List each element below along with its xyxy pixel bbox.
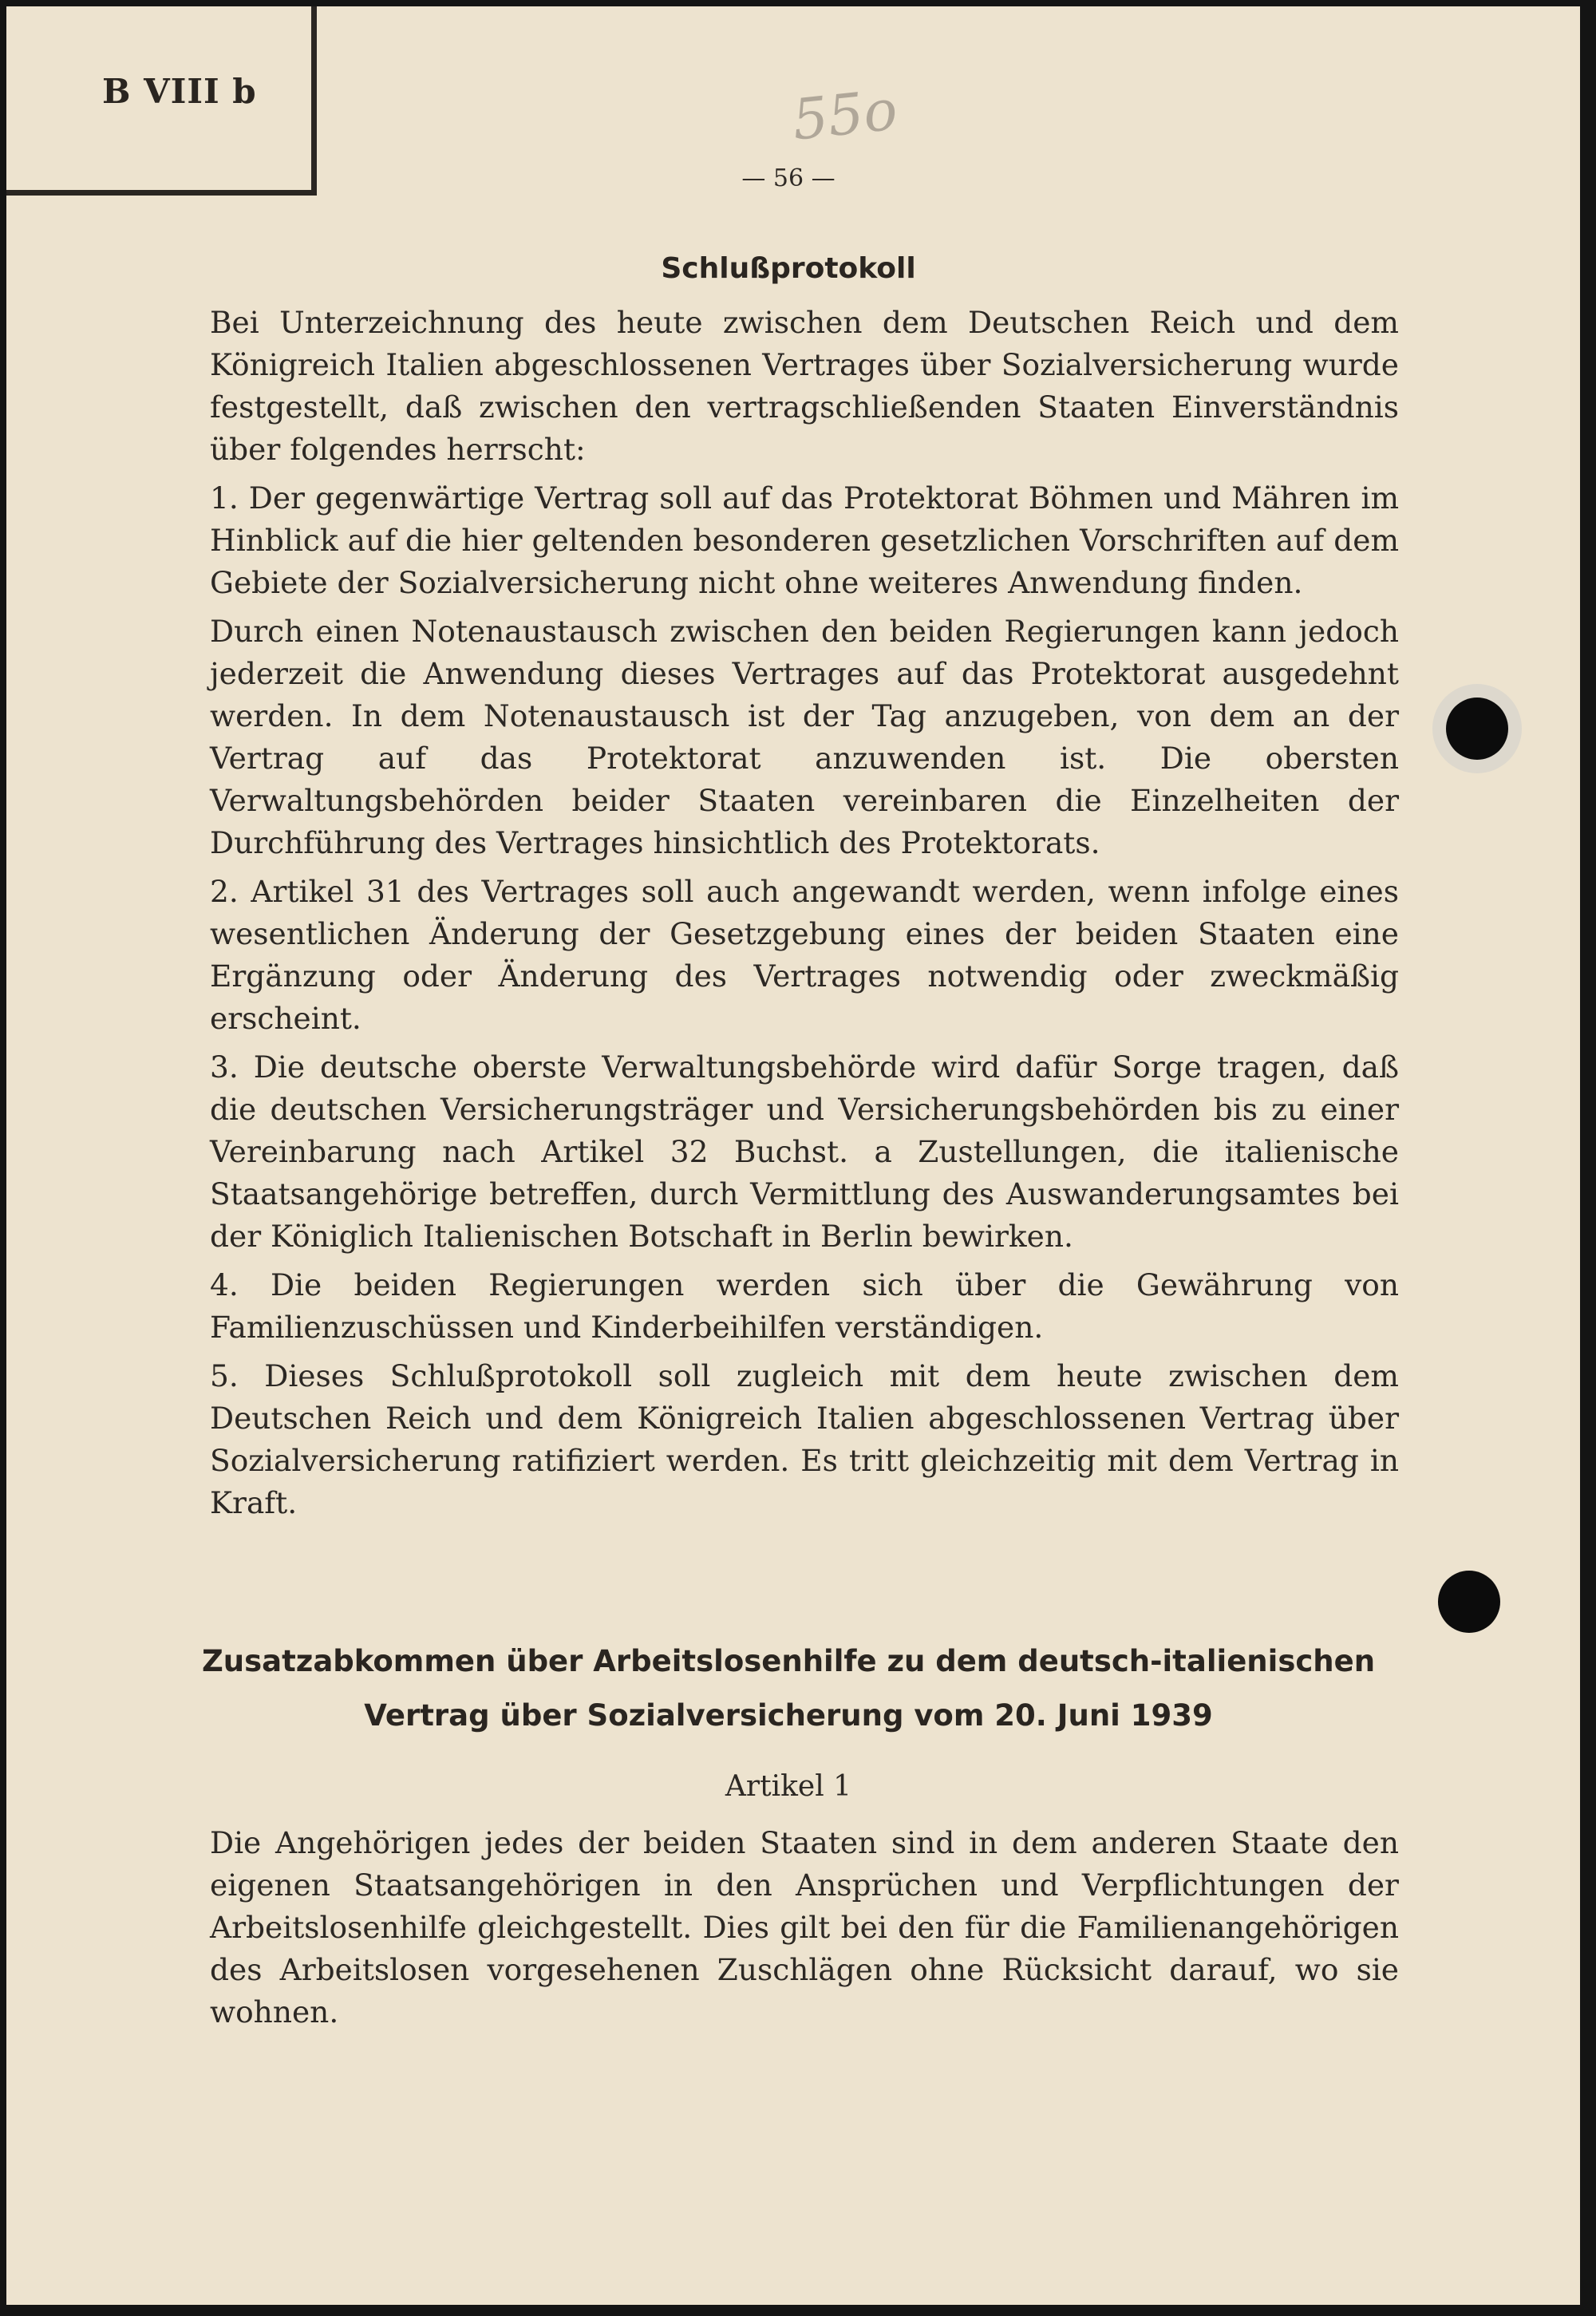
clause-3-paragraph: 3. Die deutsche oberste Verwaltungsbehörde wird dafür Sorge tragen, daß die deutschen Versicherungsträger und Versicherungsbehörden bis zu einer Vereinbarung nach Artikel 32 Buchst. a Zustellungen, die italienische Staatsangehörige betreffen, durch Vermittlung des Auswanderungsamtes bei der Königlich Italienischen Botschaft in Berlin bewirken. <box>210 1049 1399 1254</box>
clause-1-continuation-paragraph: Durch einen Notenaustausch zwischen den beiden Regierungen kann jedoch jederzeit die Anwendung dieses Vertrages auf das Protektorat ausgedehnt werden. In dem Notenaustausch ist der Tag anzugeben, von dem an der Vertrag auf das Protektorat anzuwenden ist. Die obersten Verwaltungsbehörden beider Staaten vereinbaren die Einzelheiten der Durchführung des Vertrages hinsichtlich des Protektorats. <box>210 614 1399 860</box>
article-1-body <box>210 1822 1399 2040</box>
article-1-heading: Artikel 1 <box>725 1770 852 1803</box>
page-number: — 56 — <box>741 164 836 192</box>
archive-stamp-label: B VIII b <box>102 72 257 111</box>
zusatzabkommen-title-line-2: Vertrag über Sozialversicherung vom 20. Juni 1939 <box>364 1698 1213 1733</box>
clause-4-paragraph: 4. Die beiden Regierungen werden sich über die Gewährung von Familienzuschüssen und Kinderbeihilfen verständigen. <box>210 1267 1399 1345</box>
clause-2-paragraph: 2. Artikel 31 des Vertrages soll auch angewandt werden, wenn infolge eines wesentlichen Änderung der Gesetzgebung eines der beiden Staaten eine Ergänzung oder Änderung des Vertrages notwendig oder zweckmäßig erscheint. <box>210 874 1399 1036</box>
intro-paragraph: Bei Unterzeichnung des heute zwischen dem Deutschen Reich und dem Königreich Italien abgeschlossenen Vertrages über Sozialversicherung wurde festgestellt, daß zwischen den vertragschließenden Staaten Einverständnis über folgendes herrscht: <box>210 305 1399 467</box>
punch-hole-lower <box>1438 1571 1500 1633</box>
punch-hole-upper <box>1446 698 1508 760</box>
article-1-paragraph: Die Angehörigen jedes der beiden Staaten sind in dem anderen Staate den eigenen Staatsangehörigen in den Ansprüchen und Verpflichtungen der Arbeitslosenhilfe gleichgestellt. Dies gilt bei den für die Familienangehörigen des Arbeitslosen vorgesehenen Zuschlägen ohne Rücksicht darauf, wo sie wohnen. <box>210 1825 1399 2029</box>
schlussprotokoll-heading: Schlußprotokoll <box>661 252 916 285</box>
handwritten-folio-mark: 55o <box>789 77 901 153</box>
clause-5-paragraph: 5. Dieses Schlußprotokoll soll zugleich mit dem heute zwischen dem Deutschen Reich und dem Königreich Italien abgeschlossenen Vertrag über Sozialversicherung ratifiziert werden. Es tritt gleichzeitig mit dem Vertrag in Kraft. <box>210 1358 1399 1520</box>
zusatzabkommen-title <box>6 1634 1570 1743</box>
zusatzabkommen-title-line-1: Zusatzabkommen über Arbeitslosenhilfe zu dem deutsch-italienischen <box>201 1644 1376 1678</box>
schlussprotokoll-body <box>210 302 1399 1531</box>
document-page <box>6 6 1580 2305</box>
clause-1-paragraph: 1. Der gegenwärtige Vertrag soll auf das Protektorat Böhmen und Mähren im Hinblick auf die hier geltenden besonderen gesetzlichen Vorschriften auf dem Gebiete der Sozialversicherung nicht ohne weiteres Anwendung finden. <box>210 480 1399 600</box>
